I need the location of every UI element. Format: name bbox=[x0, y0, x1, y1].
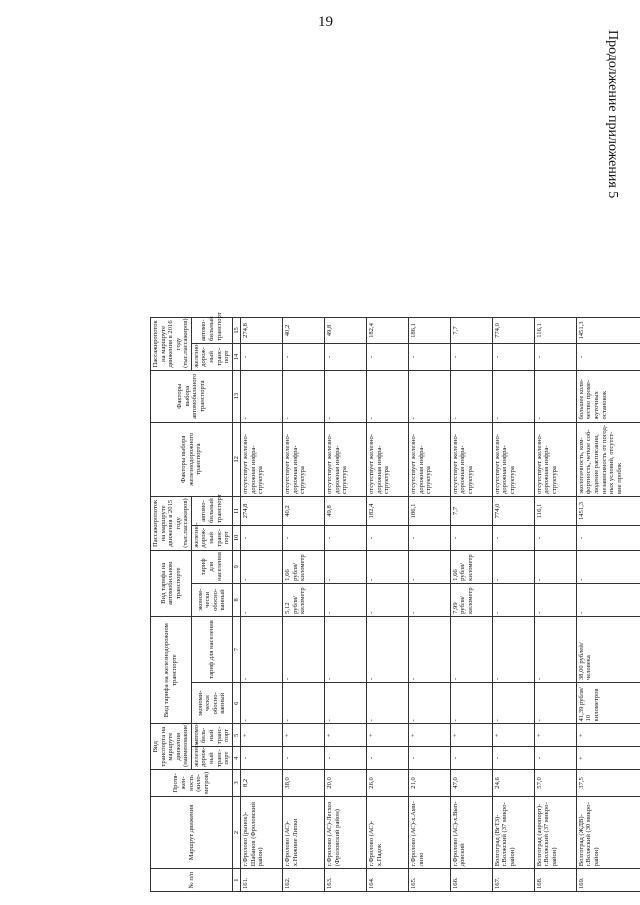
table-cell: + bbox=[450, 724, 492, 747]
table-cell: - bbox=[450, 747, 492, 770]
table-cell: 47,0 bbox=[450, 769, 492, 796]
table-cell: + bbox=[283, 724, 325, 747]
table-cell: г.Фролово (рынок)-Шабанов (Фроловский район) bbox=[241, 796, 283, 868]
table-cell: - bbox=[408, 525, 450, 550]
column-number: 7 bbox=[232, 616, 240, 682]
appendix-heading: Продолжение приложения 5 bbox=[605, 30, 620, 199]
rotated-table-container bbox=[150, 312, 623, 892]
table-cell: 274,8 bbox=[241, 496, 283, 525]
table-cell: - bbox=[283, 525, 325, 550]
table-cell: 164. bbox=[367, 869, 409, 892]
table-cell: экологичность, ком-фортность, четкое соб-людение расписания, независимость от погод-ных условий, отсутст-вие пробок bbox=[576, 422, 640, 496]
table-cell: - bbox=[408, 747, 450, 770]
column-number: 8 bbox=[232, 583, 240, 616]
column-number: 13 bbox=[232, 370, 240, 422]
table-cell: 49,8 bbox=[325, 496, 367, 525]
table-cell: 38,0 bbox=[283, 769, 325, 796]
table-cell: - bbox=[367, 583, 409, 616]
table-cell: отсутствует железно-дорожная инфра-структура bbox=[534, 422, 576, 496]
table-cell: 1,66 рубля/ километр bbox=[283, 550, 325, 583]
table-cell: Волгоград (ВгТЗ)-г.Волжский (37 микро-район) bbox=[492, 796, 534, 868]
table-cell: 1451,3 bbox=[576, 496, 640, 525]
table-cell: - bbox=[283, 370, 325, 422]
header-flow-rail: железно-дорож-ный транс-порт bbox=[191, 525, 232, 550]
table-cell: 161. bbox=[241, 869, 283, 892]
column-number: 4 bbox=[232, 747, 240, 770]
table-cell: - bbox=[367, 343, 409, 370]
column-number: 10 bbox=[232, 525, 240, 550]
column-number: 12 bbox=[232, 422, 240, 496]
table-row bbox=[450, 318, 492, 892]
table-cell: Волгоград (аэропорт)-г.Волжский (37 микро-район) bbox=[534, 796, 576, 868]
table-cell: + bbox=[408, 724, 450, 747]
table-cell: - bbox=[450, 370, 492, 422]
table-cell: - bbox=[492, 583, 534, 616]
header-flow16-auto: автомо-бильный транспорт bbox=[191, 318, 232, 344]
header-route: Маршрут движения bbox=[151, 796, 233, 868]
table-cell: 26,0 bbox=[367, 769, 409, 796]
table-cell: - bbox=[576, 343, 640, 370]
table-cell: 182,4 bbox=[367, 496, 409, 525]
table-cell: 182,4 bbox=[367, 318, 409, 344]
column-number: 5 bbox=[232, 724, 240, 747]
table-cell: 162. bbox=[283, 869, 325, 892]
table-cell: г.Фролово (АС)-Лесхоз (Фроловский район) bbox=[325, 796, 367, 868]
table-cell: + bbox=[367, 724, 409, 747]
column-number: 3 bbox=[232, 769, 240, 796]
table-cell: 40,2 bbox=[283, 496, 325, 525]
table-row bbox=[241, 318, 283, 892]
table-cell: - bbox=[492, 525, 534, 550]
column-number: 1 bbox=[232, 869, 240, 892]
table-cell: - bbox=[241, 550, 283, 583]
column-number: 11 bbox=[232, 496, 240, 525]
table-cell: - bbox=[408, 683, 450, 724]
table-cell: - bbox=[492, 616, 534, 682]
header-auto-tariff: Вид тарифа на автомобильном транспорте bbox=[151, 550, 192, 616]
table-cell: - bbox=[241, 747, 283, 770]
header-factors-rail: Факторы выбора железнодорожного транспорта bbox=[151, 422, 233, 496]
table-cell: - bbox=[534, 616, 576, 682]
table-cell: - bbox=[408, 583, 450, 616]
table-cell: г.Фролово (АС)-х.Нижние Липки bbox=[283, 796, 325, 868]
table-cell: - bbox=[408, 550, 450, 583]
table-cell: - bbox=[492, 747, 534, 770]
table-cell: - bbox=[241, 525, 283, 550]
table-cell: 49,8 bbox=[325, 318, 367, 344]
table-cell: 116,1 bbox=[534, 496, 576, 525]
table-cell: - bbox=[367, 370, 409, 422]
table-cell: - bbox=[534, 683, 576, 724]
table-cell: г.Фролово (АС)-х.Ами-лино bbox=[408, 796, 450, 868]
table-row bbox=[534, 318, 576, 892]
header-transport-type: Вид транспорта на маршруте движения (наименование) bbox=[151, 724, 192, 770]
table-cell: 24,6 bbox=[492, 769, 534, 796]
table-cell: 167. bbox=[492, 869, 534, 892]
table-cell: отсутствует железно-дорожная инфра-структура bbox=[325, 422, 367, 496]
column-number-row bbox=[232, 318, 240, 892]
table-cell: 7,7 bbox=[450, 318, 492, 344]
table-cell: - bbox=[241, 616, 283, 682]
table-cell: 163. bbox=[325, 869, 367, 892]
table-cell: Волгоград (ЖДВ)-г.Волжский (30 микро-район) bbox=[576, 796, 640, 868]
column-number: 14 bbox=[232, 343, 240, 370]
table-cell: - bbox=[492, 683, 534, 724]
header-econ-auto: эконом-чески обосно-ванный bbox=[191, 583, 232, 616]
table-cell: 186,1 bbox=[408, 318, 450, 344]
table-cell: + bbox=[576, 747, 640, 770]
header-flow-auto: автомо-бильный транспорт bbox=[191, 496, 232, 525]
table-cell: - bbox=[492, 370, 534, 422]
table-cell: - bbox=[283, 683, 325, 724]
table-cell: 166. bbox=[450, 869, 492, 892]
table-cell: - bbox=[492, 550, 534, 583]
table-cell: большее коли-чество проме-жуточных остановок bbox=[576, 370, 640, 422]
table-cell: отсутствует железно-дорожная инфра-структура bbox=[450, 422, 492, 496]
table-cell: - bbox=[408, 343, 450, 370]
table-cell: - bbox=[325, 616, 367, 682]
table-cell: - bbox=[241, 683, 283, 724]
page-number: 19 bbox=[318, 14, 333, 30]
table-cell: отсутствует железно-дорожная инфра-структура bbox=[283, 422, 325, 496]
table-cell: 8,2 bbox=[241, 769, 283, 796]
table-cell: - bbox=[367, 683, 409, 724]
table-cell: - bbox=[241, 343, 283, 370]
table-cell: + bbox=[241, 724, 283, 747]
table-cell: - bbox=[450, 683, 492, 724]
table-cell: + bbox=[492, 724, 534, 747]
table-cell: - bbox=[367, 747, 409, 770]
table-cell: - bbox=[576, 550, 640, 583]
table-cell: - bbox=[534, 343, 576, 370]
table-row bbox=[576, 318, 640, 892]
header-rail-tariff: Вид тарифа на железнодорожном транспорте bbox=[151, 616, 192, 724]
table-cell: + bbox=[534, 724, 576, 747]
table-cell: отсутствует железно-дорожная инфра-структура bbox=[408, 422, 450, 496]
table-cell: - bbox=[576, 583, 640, 616]
table-cell: 1451,3 bbox=[576, 318, 640, 344]
table-cell: 21,0 bbox=[408, 769, 450, 796]
table-cell: 20,0 bbox=[325, 769, 367, 796]
column-number: 2 bbox=[232, 796, 240, 868]
table-cell: - bbox=[325, 550, 367, 583]
column-number: 15 bbox=[232, 318, 240, 344]
table-cell: - bbox=[492, 343, 534, 370]
table-cell: 169. bbox=[576, 869, 640, 892]
table-cell: г.Фролово (АС)-х.Падок bbox=[367, 796, 409, 868]
table-cell: 186,1 bbox=[408, 496, 450, 525]
table-cell: - bbox=[534, 370, 576, 422]
table-cell: - bbox=[325, 525, 367, 550]
table-row bbox=[492, 318, 534, 892]
table-cell: 37,5 bbox=[576, 769, 640, 796]
table-cell: - bbox=[408, 370, 450, 422]
routes-table bbox=[150, 312, 640, 892]
table-cell: 774,0 bbox=[492, 496, 534, 525]
table-cell: отсутствует железно-дорожная инфра-структура bbox=[241, 422, 283, 496]
table-cell: 168. bbox=[534, 869, 576, 892]
header-flow16-rail: железно-дорож-ный транс-порт bbox=[191, 343, 232, 370]
table-cell: - bbox=[534, 583, 576, 616]
column-number: 6 bbox=[232, 683, 240, 724]
table-cell: - bbox=[325, 583, 367, 616]
table-row bbox=[367, 318, 409, 892]
table-cell: 774,0 bbox=[492, 318, 534, 344]
header-flow-2016: Пассажиропоток на маршруте движения в 2016 году (тыс.пассажиров) bbox=[151, 318, 192, 371]
table-cell: - bbox=[325, 683, 367, 724]
table-cell: 41,39 рубля/ 10 километров bbox=[576, 683, 640, 724]
table-cell: 274,8 bbox=[241, 318, 283, 344]
table-cell: 116,1 bbox=[534, 318, 576, 344]
column-number: 9 bbox=[232, 550, 240, 583]
table-cell: - bbox=[367, 525, 409, 550]
table-row bbox=[325, 318, 367, 892]
table-cell: отсутствует железно-дорожная инфра-структура bbox=[367, 422, 409, 496]
table-row bbox=[283, 318, 325, 892]
table-cell: - bbox=[450, 343, 492, 370]
header-num: № п/п bbox=[151, 869, 233, 892]
table-cell: + bbox=[576, 724, 640, 747]
table-cell: г.Фролово (АС)-х.Вып-довский bbox=[450, 796, 492, 868]
table-cell: - bbox=[367, 550, 409, 583]
table-cell: - bbox=[283, 616, 325, 682]
header-pop-tariff-auto: тариф для населения bbox=[191, 550, 232, 583]
header-flow-2015: Пассажиропоток на маршруте движения в 2015 году (тыс.пассажиров) bbox=[151, 496, 192, 550]
table-cell: - bbox=[283, 343, 325, 370]
header-pop-tariff: тариф для населения bbox=[191, 616, 232, 682]
table-cell: - bbox=[450, 616, 492, 682]
table-cell: 1,66 рубля/ километр bbox=[450, 550, 492, 583]
table-cell: - bbox=[241, 583, 283, 616]
table-cell: отсутствует железно-дорожная инфра-структура bbox=[492, 422, 534, 496]
table-cell: 5,12 рубля/ километр bbox=[283, 583, 325, 616]
table-cell: 38,00 рублей/ человека bbox=[576, 616, 640, 682]
table-cell: - bbox=[325, 370, 367, 422]
table-row bbox=[408, 318, 450, 892]
table-cell: 7,99 рубля/ километр bbox=[450, 583, 492, 616]
table-cell: - bbox=[283, 747, 325, 770]
table-cell: 165. bbox=[408, 869, 450, 892]
table-cell: - bbox=[408, 616, 450, 682]
header-auto: автомо-биль-ный транс-порт bbox=[191, 724, 232, 747]
header-rail: железно-дорож-ный транс-порт bbox=[191, 747, 232, 770]
table-cell: - bbox=[534, 525, 576, 550]
table-cell: 7,7 bbox=[450, 496, 492, 525]
table-cell: + bbox=[325, 724, 367, 747]
table-body bbox=[241, 318, 640, 892]
table-cell: - bbox=[534, 747, 576, 770]
table-cell: - bbox=[576, 525, 640, 550]
table-cell: - bbox=[325, 747, 367, 770]
table-cell: - bbox=[241, 370, 283, 422]
table-cell: 57,0 bbox=[534, 769, 576, 796]
table-cell: - bbox=[450, 525, 492, 550]
header-row-1 bbox=[151, 318, 192, 892]
header-econ: экономи-чески обосно-ванный bbox=[191, 683, 232, 724]
table-cell: - bbox=[534, 550, 576, 583]
header-length: Протя-жен-ность (кило-метров) bbox=[151, 769, 233, 796]
table-cell: 40,2 bbox=[283, 318, 325, 344]
table-cell: - bbox=[325, 343, 367, 370]
header-factors-auto: Факторы выбора автомобильного транспорта bbox=[151, 370, 233, 422]
table-cell: - bbox=[367, 616, 409, 682]
